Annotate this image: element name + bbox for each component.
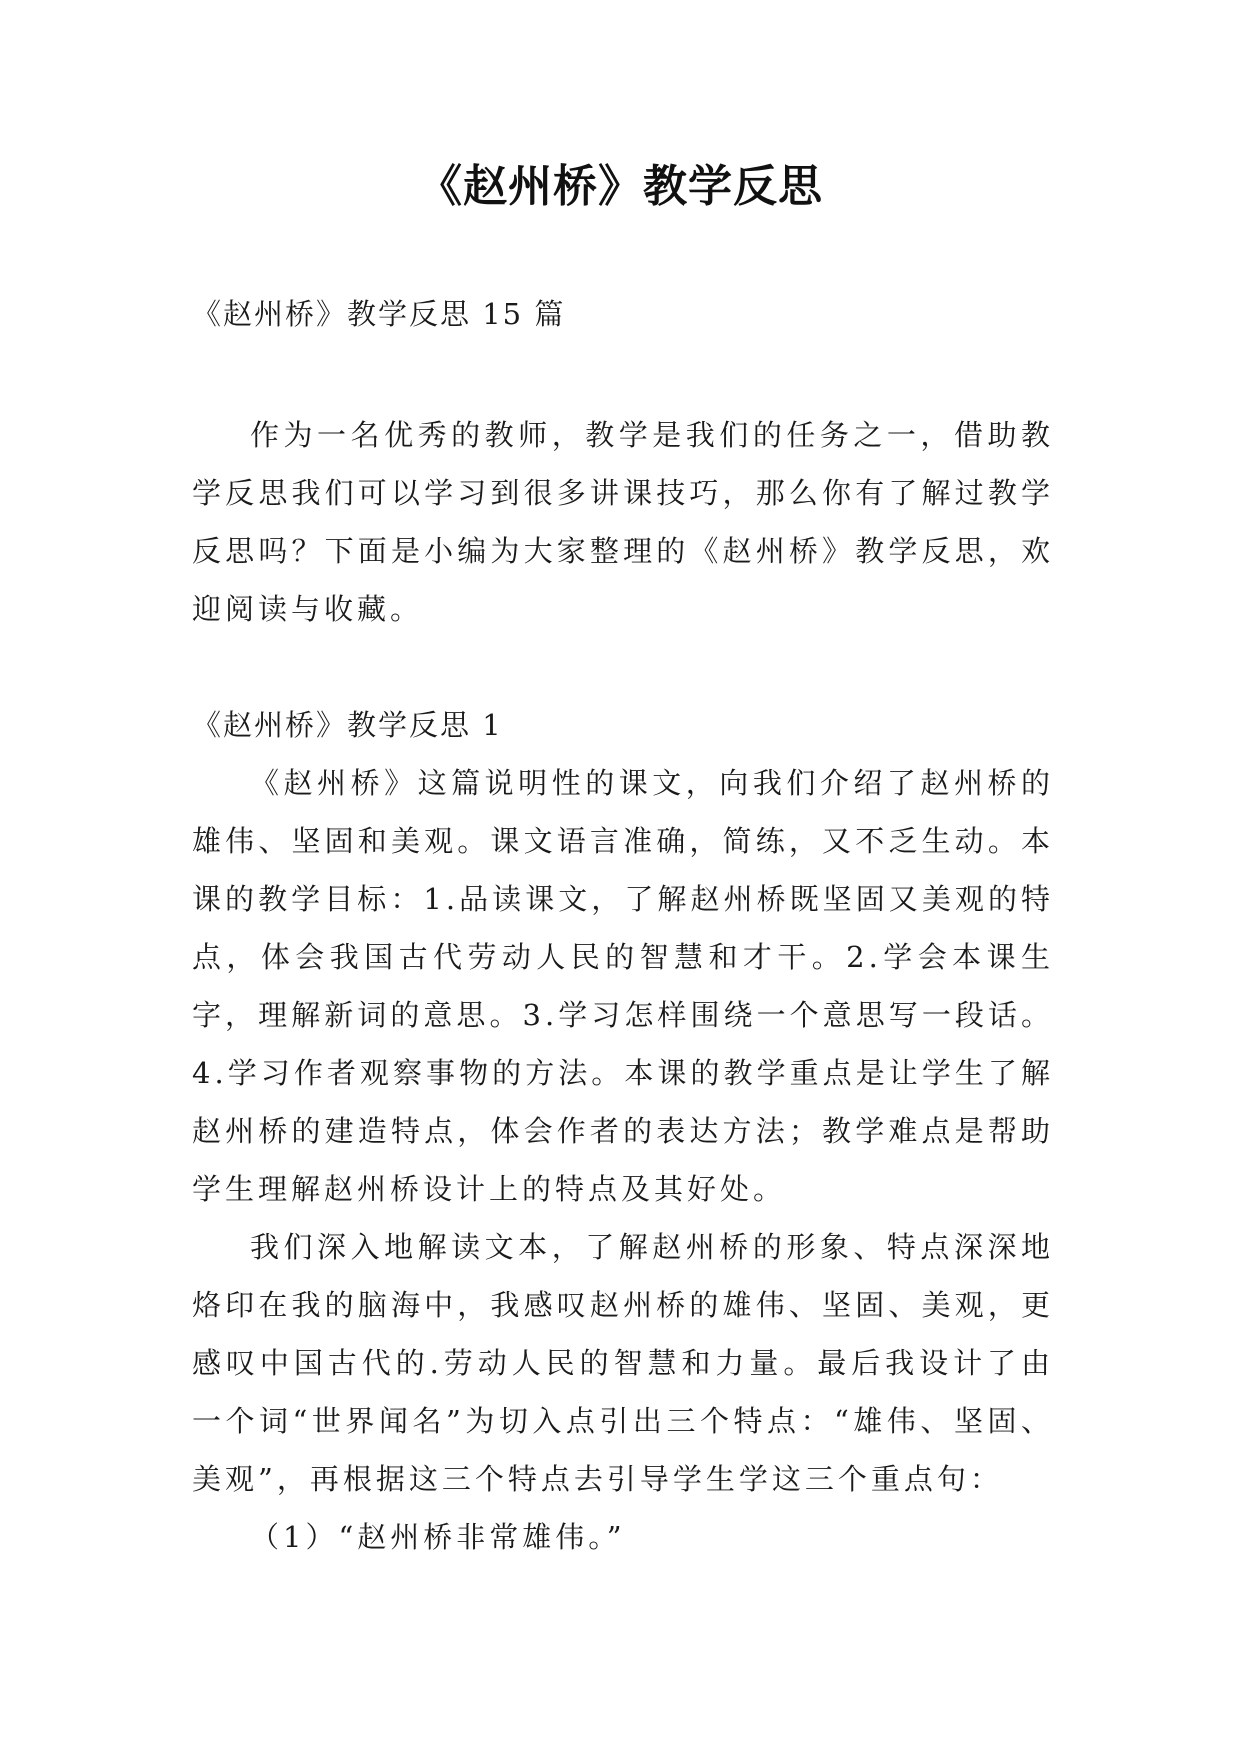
body-paragraph: 《赵州桥》这篇说明性的课文，向我们介绍了赵州桥的雄伟、坚固和美观。课文语言准确，简练，又不乏生动。本课的教学目标：1.品读课文，了解赵州桥既坚固又美观的特点，体会我国古代劳动人民的智慧和才干。2.学会本课生字，理解新词的意思。3.学习怎样围绕一个意思写一段话。4.学习作者观察事物的方法。本课的教学重点是让学生了解赵州桥的建造特点，体会作者的表达方法；教学难点是帮助学生理解赵州桥设计上的特点及其好处。 bbox=[192, 766, 1054, 1206]
section-heading: 《赵州桥》教学反思 1 bbox=[192, 708, 503, 742]
document-title: 《赵州桥》教学反思 bbox=[418, 161, 823, 212]
body-paragraph: 我们深入地解读文本，了解赵州桥的形象、特点深深地烙印在我的脑海中，我感叹赵州桥的雄伟、坚固、美观，更感叹中国古代的.劳动人民的智慧和力量。最后我设计了由一个词“世界闻名”为切入点引出三个特点：“雄伟、坚固、美观”，再根据这三个特点去引导学生学这三个重点句： bbox=[192, 1230, 1054, 1496]
document-body bbox=[192, 406, 1054, 1566]
intro-paragraph: 作为一名优秀的教师，教学是我们的任务之一，借助教学反思我们可以学习到很多讲课技巧，那么你有了解过教学反思吗？下面是小编为大家整理的《赵州桥》教学反思，欢迎阅读与收藏。 bbox=[192, 418, 1054, 626]
document-subtitle: 《赵州桥》教学反思 15 篇 bbox=[192, 297, 566, 331]
list-item: （1）“赵州桥非常雄伟。” bbox=[250, 1520, 626, 1554]
